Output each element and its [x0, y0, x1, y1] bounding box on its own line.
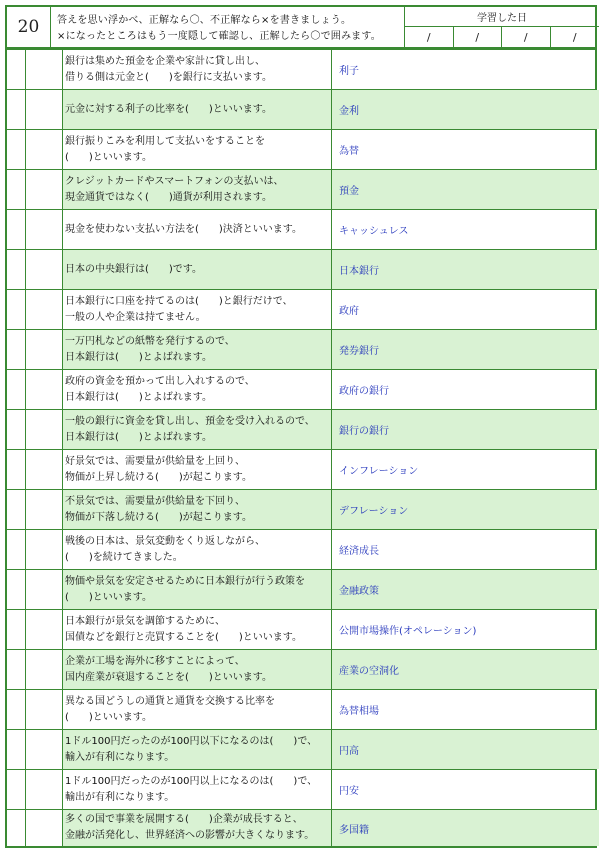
- mark-cell-2[interactable]: [26, 810, 63, 846]
- question-line: ( )といいます。: [65, 591, 153, 603]
- question-line: 国内産業が衰退することを( )といいます。: [65, 671, 273, 683]
- mark-cell-1[interactable]: [7, 170, 26, 209]
- worksheet: [5, 5, 597, 848]
- question-text: [63, 730, 332, 769]
- mark-cell-1[interactable]: [7, 450, 26, 489]
- question-text: [63, 50, 332, 89]
- answer-text: キャッシュレス: [339, 226, 409, 237]
- mark-cell-2[interactable]: [26, 610, 63, 649]
- instruction-line: 答えを思い浮かべ、正解なら〇、不正解なら×を書きましょう。: [57, 15, 352, 26]
- mark-cell-2[interactable]: [26, 50, 63, 89]
- mark-cell-2[interactable]: [26, 770, 63, 809]
- answer-text: 預金: [332, 170, 599, 209]
- question-line: 物価が上昇し続ける( )が起こります。: [65, 471, 253, 483]
- mark-cell-2[interactable]: [26, 210, 63, 249]
- question-line: 多くの国で事業を展開する( )企業が成長すると、: [65, 814, 303, 825]
- question-text: [63, 650, 332, 689]
- question-text: [63, 170, 332, 209]
- mark-cell-2[interactable]: [26, 410, 63, 449]
- question-line: 現金を使わない支払い方法を( )決済といいます。: [65, 223, 303, 235]
- question-text: [63, 290, 332, 329]
- question-line: 元金に対する利子の比率を( )といいます。: [65, 103, 273, 115]
- question-row: [7, 769, 595, 809]
- question-line: 一般の銀行に資金を貸し出し、預金を受け入れるので、: [65, 415, 315, 427]
- question-text: [63, 450, 332, 489]
- question-line: 物価が下落し続ける( )が起こります。: [65, 511, 253, 523]
- question-row: [7, 569, 595, 609]
- question-line: 異なる国どうしの通貨と通貨を交換する比率を: [65, 695, 275, 707]
- question-line: 日本銀行は( )とよばれます。: [65, 431, 213, 443]
- answer-text: 産業の空洞化: [332, 650, 599, 689]
- mark-cell-2[interactable]: [26, 130, 63, 169]
- answer-text: インフレーション: [339, 466, 419, 477]
- question-line: ( )を続けてきました。: [65, 551, 183, 563]
- question-line: クレジットカードやスマートフォンの支払いは、: [65, 175, 284, 187]
- mark-cell-1[interactable]: [7, 290, 26, 329]
- mark-cell-1[interactable]: [7, 570, 26, 609]
- date-slot[interactable]: /: [454, 27, 503, 47]
- mark-cell-2[interactable]: [26, 250, 63, 289]
- question-line: 現金通貨ではなく( )通貨が利用されます。: [65, 191, 273, 203]
- answer-text: 公開市場操作(オペレーション): [339, 626, 477, 637]
- question-line: 借りる側は元金と( )を銀行に支払います。: [65, 71, 273, 83]
- question-row: [7, 529, 595, 569]
- mark-cell-1[interactable]: [7, 770, 26, 809]
- mark-cell-2[interactable]: [26, 570, 63, 609]
- question-line: 金融が活発化し、世界経済への影響が大きくなります。: [65, 830, 315, 841]
- date-slot[interactable]: /: [502, 27, 551, 47]
- instructions: [51, 7, 405, 47]
- question-line: 銀行振りこみを利用して支払いをすることを: [65, 135, 265, 147]
- question-row: [7, 329, 595, 369]
- answer-text: 利子: [339, 66, 359, 77]
- mark-cell-1[interactable]: [7, 370, 26, 409]
- mark-cell-2[interactable]: [26, 730, 63, 769]
- mark-cell-1[interactable]: [7, 50, 26, 89]
- question-line: 輸入が有利になります。: [65, 751, 175, 763]
- mark-cell-2[interactable]: [26, 530, 63, 569]
- answer-text: 経済成長: [339, 546, 379, 557]
- question-line: 輸出が有利になります。: [65, 791, 175, 803]
- mark-cell-1[interactable]: [7, 690, 26, 729]
- question-text: [63, 490, 332, 529]
- question-row: [7, 169, 595, 209]
- question-row: [7, 249, 595, 289]
- mark-cell-2[interactable]: [26, 90, 63, 129]
- worksheet-header: [5, 5, 597, 49]
- mark-cell-2[interactable]: [26, 450, 63, 489]
- question-line: 一般の人や企業は持てません。: [65, 311, 206, 323]
- question-row: [7, 49, 595, 89]
- instruction-line: ×になったところはもう一度隠して確認し、正解したら〇で囲みます。: [57, 31, 381, 42]
- study-date-box: [405, 7, 599, 47]
- mark-cell-1[interactable]: [7, 410, 26, 449]
- question-text: [63, 330, 332, 369]
- question-line: 不景気では、需要量が供給量を下回り、: [65, 495, 245, 507]
- mark-cell-1[interactable]: [7, 650, 26, 689]
- question-row: [7, 409, 595, 449]
- mark-cell-1[interactable]: [7, 90, 26, 129]
- answer-text: 日本銀行: [332, 250, 599, 289]
- mark-cell-2[interactable]: [26, 330, 63, 369]
- question-row: [7, 209, 595, 249]
- mark-cell-1[interactable]: [7, 250, 26, 289]
- mark-cell-2[interactable]: [26, 290, 63, 329]
- mark-cell-1[interactable]: [7, 210, 26, 249]
- question-line: 日本銀行が景気を調節するために、: [65, 615, 225, 627]
- answer-text: 為替相場: [339, 706, 379, 717]
- answer-text: 政府: [339, 306, 359, 317]
- question-row: [7, 809, 595, 846]
- question-text: [63, 690, 332, 729]
- question-line: 日本銀行に口座を持てるのは( )と銀行だけで、: [65, 295, 293, 307]
- date-slot[interactable]: /: [405, 27, 454, 47]
- study-date-title: 学習した日: [405, 7, 599, 27]
- question-text: [63, 130, 332, 169]
- question-line: 日本の中央銀行は( )です。: [65, 263, 203, 275]
- question-text: [63, 810, 332, 846]
- question-line: 一万円札などの紙幣を発行するので、: [65, 335, 235, 347]
- mark-cell-1[interactable]: [7, 130, 26, 169]
- question-text: [63, 570, 332, 609]
- question-text: [63, 770, 332, 809]
- question-line: 企業が工場を海外に移すことによって、: [65, 655, 245, 667]
- question-row: [7, 609, 595, 649]
- answer-text: 発券銀行: [332, 330, 599, 369]
- question-row: [7, 649, 595, 689]
- mark-cell-2[interactable]: [26, 690, 63, 729]
- mark-cell-2[interactable]: [26, 650, 63, 689]
- mark-cell-1[interactable]: [7, 610, 26, 649]
- mark-cell-1[interactable]: [7, 330, 26, 369]
- question-text: [63, 610, 332, 649]
- answer-text: 為替: [339, 146, 359, 157]
- question-line: 物価や景気を安定させるために日本銀行が行う政策を: [65, 575, 305, 587]
- question-table: [5, 49, 597, 848]
- question-line: 日本銀行は( )とよばれます。: [65, 391, 213, 403]
- mark-cell-1[interactable]: [7, 530, 26, 569]
- answer-text: 金融政策: [332, 570, 599, 609]
- question-row: [7, 89, 595, 129]
- mark-cell-1[interactable]: [7, 810, 26, 846]
- answer-text: 多国籍: [332, 810, 599, 846]
- date-slot[interactable]: /: [572, 30, 577, 44]
- question-line: 1ドル100円だったのが100円以上になるのは( )で、: [65, 775, 318, 787]
- question-line: 日本銀行は( )とよばれます。: [65, 351, 213, 363]
- question-text: [63, 530, 332, 569]
- question-text: [63, 210, 332, 249]
- question-line: 1ドル100円だったのが100円以下になるのは( )で、: [65, 735, 318, 747]
- question-row: [7, 289, 595, 329]
- question-row: [7, 689, 595, 729]
- question-row: [7, 729, 595, 769]
- answer-text: 政府の銀行: [339, 386, 389, 397]
- question-row: [7, 129, 595, 169]
- question-line: 政府の資金を預かって出し入れするので、: [65, 375, 255, 387]
- mark-cell-1[interactable]: [7, 730, 26, 769]
- mark-cell-1[interactable]: [7, 490, 26, 529]
- question-row: [7, 369, 595, 409]
- question-line: 好景気では、需要量が供給量を上回り、: [65, 455, 245, 467]
- mark-cell-2[interactable]: [26, 490, 63, 529]
- answer-text: 銀行の銀行: [332, 410, 599, 449]
- answer-text: 金利: [332, 90, 599, 129]
- worksheet-number: 20: [7, 7, 51, 47]
- question-line: 戦後の日本は、景気変動をくり返しながら、: [65, 535, 265, 547]
- mark-cell-2[interactable]: [26, 370, 63, 409]
- question-row: [7, 449, 595, 489]
- question-text: [63, 250, 332, 289]
- question-line: ( )といいます。: [65, 151, 153, 163]
- question-row: [7, 489, 595, 529]
- mark-cell-2[interactable]: [26, 170, 63, 209]
- question-text: [63, 410, 332, 449]
- study-date-cells: [405, 27, 599, 47]
- question-line: 銀行は集めた預金を企業や家計に貸し出し、: [65, 55, 265, 67]
- answer-text: 円高: [332, 730, 599, 769]
- question-text: [63, 90, 332, 129]
- question-line: ( )といいます。: [65, 711, 153, 723]
- question-text: [63, 370, 332, 409]
- answer-text: デフレーション: [332, 490, 599, 529]
- answer-text: 円安: [339, 786, 359, 797]
- question-line: 国債などを銀行と売買することを( )といいます。: [65, 631, 303, 643]
